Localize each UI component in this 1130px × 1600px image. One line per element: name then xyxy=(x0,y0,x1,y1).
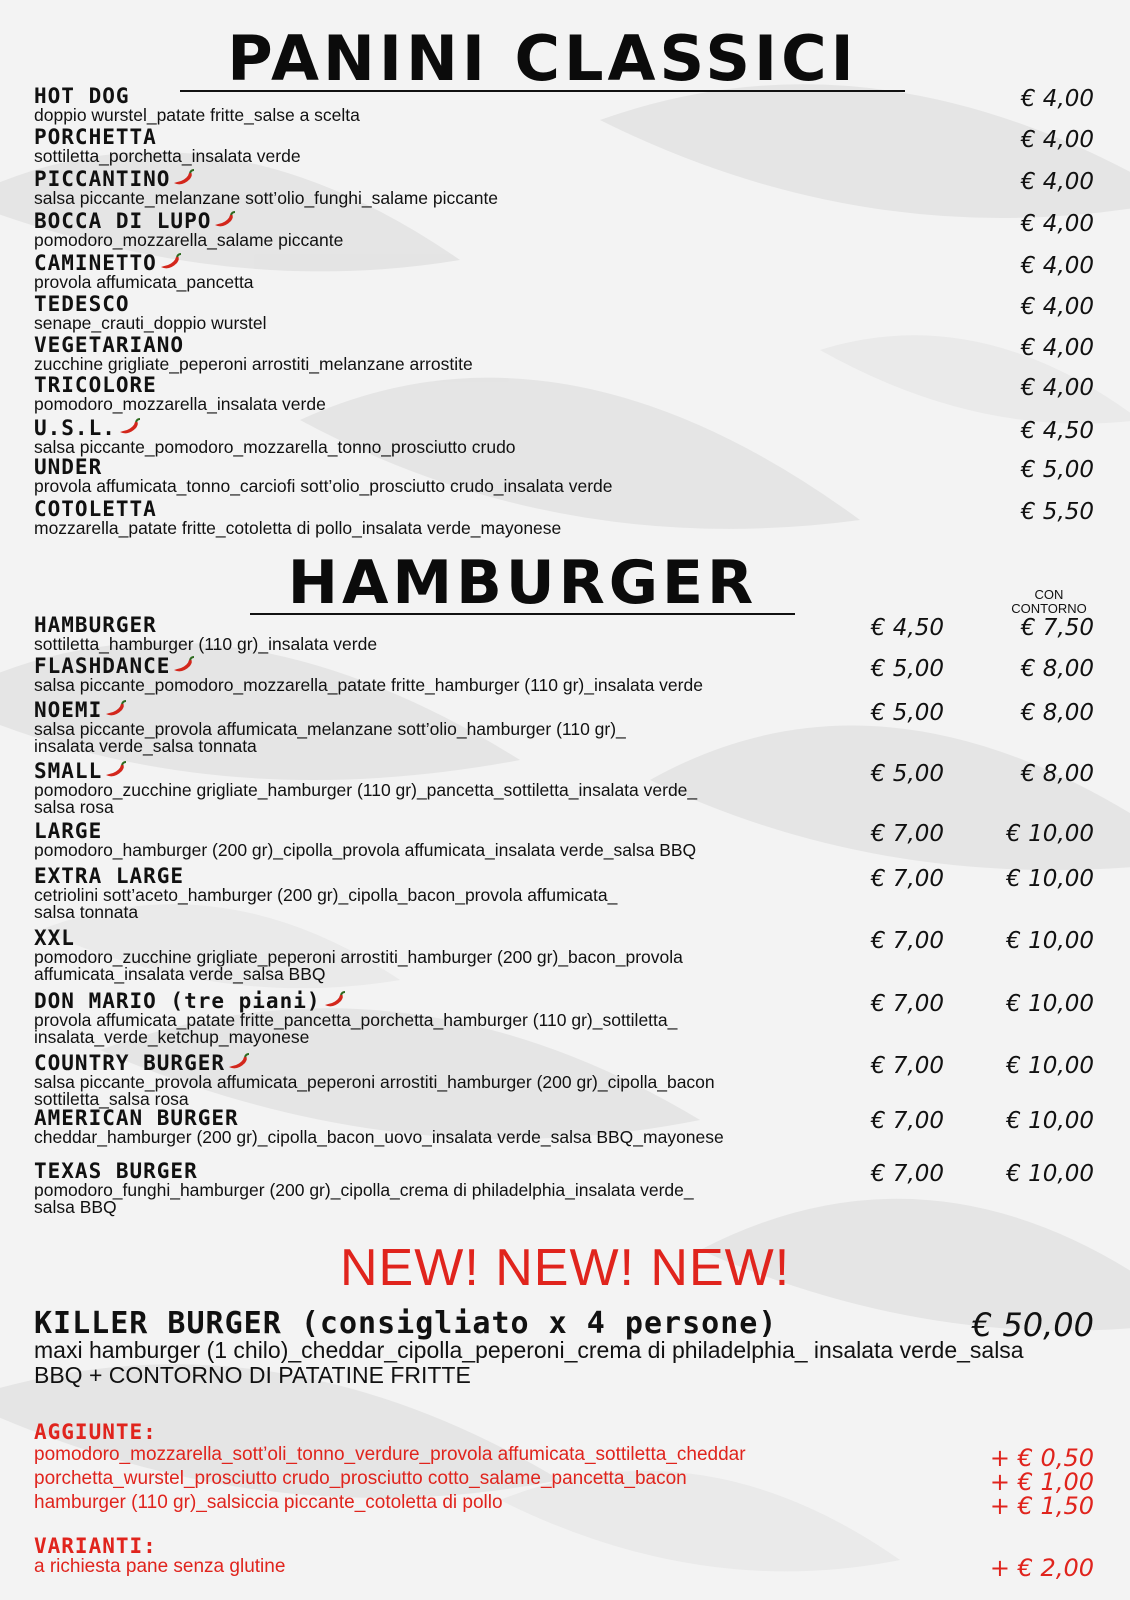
killer-burger-description: maxi hamburger (1 chilo)_cheddar_cipolla_peperoni_crema di philadelphia_ insalata verde_salsa BBQ + CONTORNO DI PATATINE FRITTE xyxy=(34,1337,1024,1388)
menu-item xyxy=(34,866,1094,921)
item-price: € 7,00 xyxy=(870,821,944,847)
item-price: € 5,50 xyxy=(1020,499,1094,525)
item-price: € 4,50 xyxy=(870,615,944,641)
chili-pepper-icon xyxy=(172,169,196,187)
aggiunte-line: pomodoro_mozzarella_sott’oli_tonno_verdure_provola affumicata_sottiletta_cheddar xyxy=(34,1444,746,1465)
item-price: € 4,00 xyxy=(1020,253,1094,279)
chili-pepper-icon xyxy=(323,991,347,1009)
varianti-line: a richiesta pane senza glutine xyxy=(34,1556,286,1577)
item-name: TEDESCO xyxy=(34,292,130,316)
menu-item xyxy=(34,169,1094,207)
varianti-title: VARIANTI: xyxy=(34,1534,157,1558)
item-description: zucchine grigliate_peperoni arrostiti_melanzane arrostite xyxy=(34,354,473,374)
varianti-price: + € 2,00 xyxy=(989,1554,1094,1582)
item-price: € 4,00 xyxy=(1020,211,1094,237)
item-price-contorno: € 10,00 xyxy=(1006,928,1094,954)
item-description: salsa piccante_pomodoro_mozzarella_tonno_prosciutto crudo xyxy=(34,437,516,457)
item-description: pomodoro_mozzarella_insalata verde xyxy=(34,394,326,414)
menu-item xyxy=(34,1053,1094,1108)
item-price: € 4,00 xyxy=(1020,127,1094,153)
item-price: € 7,00 xyxy=(870,1161,944,1187)
menu-item xyxy=(34,928,1094,983)
item-description: cheddar_hamburger (200 gr)_cipolla_bacon_uovo_insalata verde_salsa BBQ_mayonese xyxy=(34,1127,724,1147)
item-description: pomodoro_zucchine grigliate_peperoni arrostiti_hamburger (200 gr)_bacon_provola affumicata_insalata verde_salsa BBQ xyxy=(34,947,683,984)
item-name: DON MARIO (tre piani) xyxy=(34,989,321,1013)
item-price: € 7,00 xyxy=(870,866,944,892)
menu-item xyxy=(34,418,1094,456)
item-name: VEGETARIANO xyxy=(34,333,185,357)
item-price: € 4,00 xyxy=(1020,335,1094,361)
item-name: XXL xyxy=(34,926,75,950)
aggiunte-price: + € 1,50 xyxy=(989,1492,1094,1520)
item-description: sottiletta_porchetta_insalata verde xyxy=(34,146,301,166)
item-price: € 5,00 xyxy=(870,761,944,787)
menu-item xyxy=(34,499,1094,537)
aggiunte-line: porchetta_wurstel_prosciutto crudo_prosciutto cotto_salame_pancetta_bacon xyxy=(34,1468,687,1489)
menu-item xyxy=(34,656,1094,694)
killer-burger-name: KILLER BURGER (consigliato x 4 persone) xyxy=(34,1306,778,1341)
item-price-contorno: € 8,00 xyxy=(1020,656,1094,682)
item-description: provola affumicata_pancetta xyxy=(34,272,254,292)
item-name: AMERICAN BURGER xyxy=(34,1106,239,1130)
new-banner: NEW! NEW! NEW! xyxy=(340,1239,791,1297)
item-description: mozzarella_patate fritte_cotoletta di pollo_insalata verde_mayonese xyxy=(34,518,562,538)
item-description: salsa piccante_pomodoro_mozzarella_patate fritte_hamburger (110 gr)_insalata verde xyxy=(34,675,703,695)
menu-item xyxy=(34,700,1094,755)
item-description: provola affumicata_tonno_carciofi sott’olio_prosciutto crudo_insalata verde xyxy=(34,476,613,496)
chili-pepper-icon xyxy=(159,253,183,271)
item-price: € 4,00 xyxy=(1020,169,1094,195)
item-name: TEXAS BURGER xyxy=(34,1159,198,1183)
menu-item xyxy=(34,294,1094,332)
item-name: UNDER xyxy=(34,455,103,479)
aggiunte-title: AGGIUNTE: xyxy=(34,1420,157,1444)
item-price: € 5,00 xyxy=(1020,457,1094,483)
item-name: EXTRA LARGE xyxy=(34,864,185,888)
item-description: sottiletta_hamburger (110 gr)_insalata verde xyxy=(34,634,378,654)
menu-item xyxy=(34,761,1094,816)
item-description: salsa piccante_provola affumicata_peperoni arrostiti_hamburger (200 gr)_cipolla_bacon sottiletta_salsa rosa xyxy=(34,1072,715,1109)
chili-pepper-icon xyxy=(213,211,237,229)
menu-item xyxy=(34,991,1094,1046)
item-price-contorno: € 10,00 xyxy=(1006,1053,1094,1079)
item-price-contorno: € 10,00 xyxy=(1006,991,1094,1017)
item-price: € 4,00 xyxy=(1020,86,1094,112)
menu-item xyxy=(34,615,1094,653)
item-description: pomodoro_mozzarella_salame piccante xyxy=(34,230,344,250)
item-name: COUNTRY BURGER xyxy=(34,1051,226,1075)
item-name: HOT DOG xyxy=(34,84,130,108)
menu-item xyxy=(34,335,1094,373)
item-price-contorno: € 10,00 xyxy=(1006,1108,1094,1134)
item-price: € 4,00 xyxy=(1020,375,1094,401)
item-name: HAMBURGER xyxy=(34,613,157,637)
menu-item xyxy=(34,457,1094,495)
menu-item xyxy=(34,253,1094,291)
aggiunte-price: + € 0,50 xyxy=(989,1444,1094,1472)
menu-item xyxy=(34,821,1094,859)
chili-pepper-icon xyxy=(118,418,142,436)
menu-item xyxy=(34,1108,1094,1146)
item-price: € 7,00 xyxy=(870,1108,944,1134)
menu-item xyxy=(34,127,1094,165)
chili-pepper-icon xyxy=(172,656,196,674)
item-description: provola affumicata_patate fritte_pancetta_porchetta_hamburger (110 gr)_sottiletta_ insalata_verde_ketchup_mayonese xyxy=(34,1010,678,1047)
item-name: BOCCA DI LUPO xyxy=(34,209,212,233)
item-description: doppio wurstel_patate fritte_salse a scelta xyxy=(34,105,360,125)
item-price: € 7,00 xyxy=(870,928,944,954)
item-price-contorno: € 10,00 xyxy=(1006,821,1094,847)
item-price-contorno: € 8,00 xyxy=(1020,761,1094,787)
section-title-hamburger: HAMBURGER xyxy=(250,553,795,615)
item-description: pomodoro_funghi_hamburger (200 gr)_cipolla_crema di philadelphia_insalata verde_ salsa BBQ xyxy=(34,1180,694,1217)
menu-item xyxy=(34,211,1094,249)
menu-item xyxy=(34,1161,1094,1216)
item-description: cetriolini sott’aceto_hamburger (200 gr)_cipolla_bacon_provola affumicata_ salsa tonnata xyxy=(34,885,618,922)
section-title-panini: PANINI CLASSICI xyxy=(180,28,905,92)
item-name: LARGE xyxy=(34,819,103,843)
item-name: PORCHETTA xyxy=(34,125,157,149)
chili-pepper-icon xyxy=(104,761,128,779)
item-name: NOEMI xyxy=(34,698,103,722)
item-price-contorno: € 10,00 xyxy=(1006,866,1094,892)
aggiunte-price: + € 1,00 xyxy=(989,1468,1094,1496)
menu-item xyxy=(34,86,1094,124)
item-price: € 5,00 xyxy=(870,656,944,682)
item-price: € 5,00 xyxy=(870,700,944,726)
item-price: € 4,00 xyxy=(1020,294,1094,320)
item-price-contorno: € 7,50 xyxy=(1020,615,1094,641)
item-price: € 7,00 xyxy=(870,991,944,1017)
item-description: pomodoro_hamburger (200 gr)_cipolla_provola affumicata_insalata verde_salsa BBQ xyxy=(34,840,697,860)
chili-pepper-icon xyxy=(227,1053,251,1071)
item-name: COTOLETTA xyxy=(34,497,157,521)
aggiunte-line: hamburger (110 gr)_salsiccia piccante_cotoletta di pollo xyxy=(34,1492,503,1513)
item-name: PICCANTINO xyxy=(34,167,171,191)
item-name: U.S.L. xyxy=(34,416,116,440)
item-price: € 4,50 xyxy=(1020,418,1094,444)
item-description: pomodoro_zucchine grigliate_hamburger (110 gr)_pancetta_sottiletta_insalata verde_ salsa rosa xyxy=(34,780,698,817)
killer-burger-price: € 50,00 xyxy=(971,1306,1094,1344)
item-price: € 7,00 xyxy=(870,1053,944,1079)
item-name: CAMINETTO xyxy=(34,251,157,275)
item-name: FLASHDANCE xyxy=(34,654,171,678)
menu-item xyxy=(34,375,1094,413)
item-price-contorno: € 10,00 xyxy=(1006,1161,1094,1187)
item-name: TRICOLORE xyxy=(34,373,157,397)
chili-pepper-icon xyxy=(104,700,128,718)
item-description: salsa piccante_melanzane sott’olio_funghi_salame piccante xyxy=(34,188,499,208)
item-description: salsa piccante_provola affumicata_melanzane sott’olio_hamburger (110 gr)_ insalata verde_salsa tonnata xyxy=(34,719,626,756)
item-name: SMALL xyxy=(34,759,103,783)
item-price-contorno: € 8,00 xyxy=(1020,700,1094,726)
con-contorno-header: CON CONTORNO xyxy=(1011,587,1087,616)
item-description: senape_crauti_doppio wurstel xyxy=(34,313,267,333)
